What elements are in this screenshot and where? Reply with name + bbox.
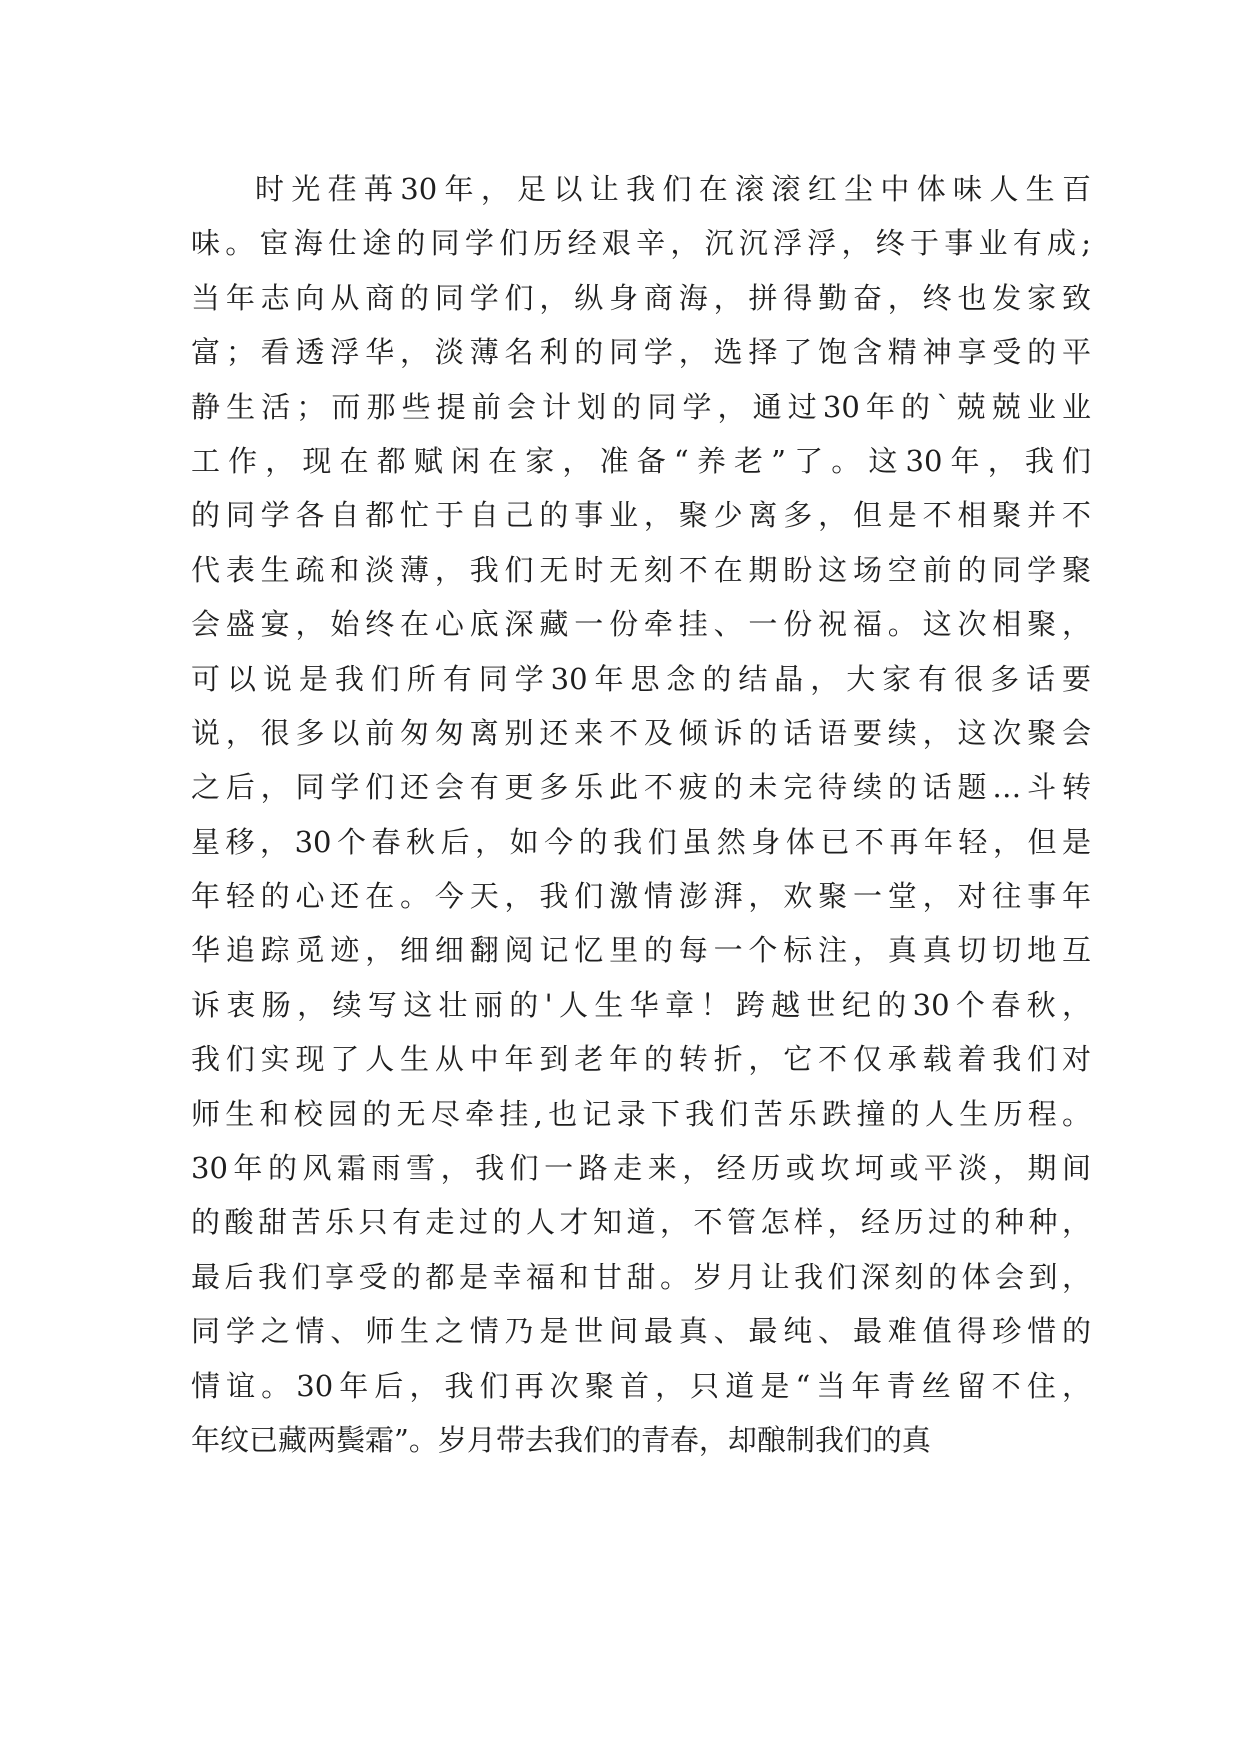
text-line: 可以说是我们所有同学30年思念的结晶，大家有很多话要 <box>191 661 1091 696</box>
body-paragraph <box>191 162 1091 1467</box>
text-line: 年轻的心还在。今天，我们激情澎湃，欢聚一堂，对往事年 <box>191 879 1091 914</box>
text-line: 同学之情、师生之情乃是世间最真、最纯、最难值得珍惜的 <box>191 1314 1091 1349</box>
text-line: 年纹已藏两鬓霜”。岁月带去我们的青春，却酿制我们的真 <box>191 1422 931 1457</box>
text-line: 我们实现了人生从中年到老年的转折，它不仅承载着我们对 <box>191 1042 1091 1077</box>
text-line: 工作，现在都赋闲在家，准备“养老”了。这30年，我们 <box>191 443 1091 478</box>
text-line: 情谊。30年后，我们再次聚首，只道是“当年青丝留不住， <box>191 1368 1091 1403</box>
text-line: 静生活；而那些提前会计划的同学，通过30年的`兢兢业业 <box>191 389 1091 424</box>
text-line: 说，很多以前匆匆离别还来不及倾诉的话语要续，这次聚会 <box>191 715 1091 750</box>
text-line: 时光荏苒30年，足以让我们在滚滚红尘中体味人生百 <box>255 172 1091 206</box>
text-line: 最后我们享受的都是幸福和甘甜。岁月让我们深刻的体会到， <box>191 1259 1091 1294</box>
text-line: 的同学各自都忙于自己的事业，聚少离多，但是不相聚并不 <box>191 498 1091 533</box>
text-line: 味。宦海仕途的同学们历经艰辛，沉沉浮浮，终于事业有成; <box>191 226 1091 261</box>
text-line: 诉衷肠，续写这壮丽的'人生华章！跨越世纪的30个春秋， <box>191 987 1091 1022</box>
text-line: 之后，同学们还会有更多乐此不疲的未完待续的话题…斗转 <box>191 770 1091 805</box>
text-line: 会盛宴，始终在心底深藏一份牵挂、一份祝福。这次相聚， <box>191 607 1091 642</box>
text-line: 30年的风霜雨雪，我们一路走来，经历或坎坷或平淡，期间 <box>191 1151 1091 1186</box>
text-line: 师生和校园的无尽牵挂,也记录下我们苦乐跌撞的人生历程。 <box>191 1096 1091 1131</box>
text-line: 当年志向从商的同学们，纵身商海，拼得勤奋，终也发家致 <box>191 280 1091 315</box>
text-line: 星移，30个春秋后，如今的我们虽然身体已不再年轻，但是 <box>191 824 1091 859</box>
text-line: 华追踪觅迹，细细翻阅记忆里的每一个标注，真真切切地互 <box>191 933 1091 968</box>
text-line: 的酸甜苦乐只有走过的人才知道，不管怎样，经历过的种种， <box>191 1205 1091 1240</box>
text-line: 代表生疏和淡薄，我们无时无刻不在期盼这场空前的同学聚 <box>191 552 1091 587</box>
text-line: 富；看透浮华，淡薄名利的同学，选择了饱含精神享受的平 <box>191 335 1091 370</box>
